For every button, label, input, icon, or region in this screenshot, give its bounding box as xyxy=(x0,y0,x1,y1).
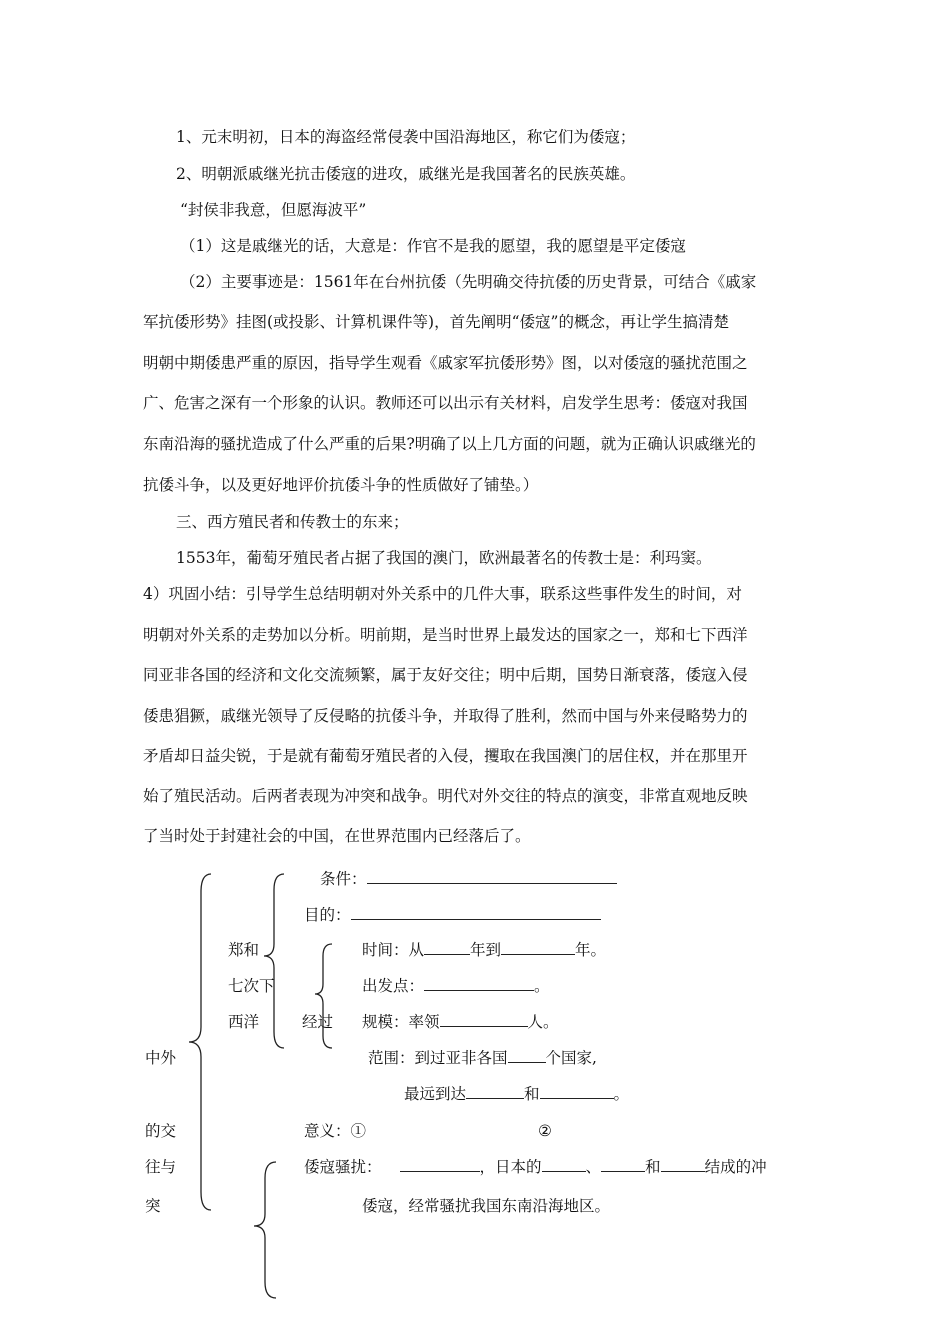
note-2-line: 军抗倭形势》挂图(或投影、计算机课件等)，首先阐明“倭寇”的概念，再让学生搞清楚 xyxy=(143,313,729,331)
zhenghe-label: 郑和 xyxy=(228,941,260,959)
left-label: 往与 xyxy=(145,1158,177,1176)
farthest-prefix: 最远到达 xyxy=(404,1085,467,1103)
summary-line: 同亚非各国的经济和文化交流频繁，属于友好交往；明中后期，国势日渐衰落，倭寇入侵 xyxy=(143,666,748,684)
wokou-blank-4[interactable] xyxy=(661,1157,705,1172)
summary-line: 倭患猖獗，戚继光领导了反侵略的抗倭斗争，并取得了胜利，然而中国与外来侵略势力的 xyxy=(143,707,748,725)
purpose-row xyxy=(304,905,601,925)
time-row xyxy=(362,940,606,960)
scale-row xyxy=(362,1012,559,1032)
wokou-suffix: 结成的冲 xyxy=(704,1158,767,1176)
time-end-blank[interactable] xyxy=(501,940,575,955)
note-2-line: 明朝中期倭患严重的原因，指导学生观看《戚家军抗倭形势》图，以对倭寇的骚扰范围之 xyxy=(143,354,748,372)
departure-row xyxy=(362,976,550,996)
note-1: （1）这是戚继光的话，大意是：作官不是我的愿望，我的愿望是平定倭寇 xyxy=(180,237,686,255)
summary-line: 明朝对外关系的走势加以分析。明前期，是当时世界上最发达的国家之一，郑和七下西洋 xyxy=(143,626,748,644)
wokou-blank-3[interactable] xyxy=(601,1157,645,1172)
range-blank[interactable] xyxy=(508,1048,546,1063)
wokou-label: 倭寇骚扰： xyxy=(304,1158,382,1176)
wokou-sep: 、 xyxy=(585,1158,602,1176)
paragraph-1553: 1553年，葡萄牙殖民者占据了我国的澳门，欧洲最著名的传教士是：利玛窦。 xyxy=(176,549,712,567)
farthest-row xyxy=(404,1084,629,1104)
quote: “封侯非我意，但愿海波平” xyxy=(180,201,367,219)
zhenghe-label: 西洋 xyxy=(228,1013,260,1031)
paragraph-1: 1、元末明初，日本的海盗经常侵袭中国沿海地区，称它们为倭寇； xyxy=(176,128,636,146)
farthest-suffix: 。 xyxy=(613,1085,630,1103)
time-prefix: 时间：从 xyxy=(362,941,425,959)
wokou-blank-1[interactable] xyxy=(400,1157,480,1172)
wokou-line-2: 倭寇，经常骚扰我国东南沿海地区。 xyxy=(362,1197,611,1215)
purpose-blank[interactable] xyxy=(351,905,601,920)
left-label: 中外 xyxy=(145,1049,177,1067)
purpose-label: 目的： xyxy=(304,906,351,924)
process-brace xyxy=(312,942,336,1052)
condition-blank[interactable] xyxy=(367,869,617,884)
jingguo-label: 经过 xyxy=(302,1013,334,1031)
range-row xyxy=(368,1048,597,1068)
range-prefix: 范围：到过亚非各国 xyxy=(368,1049,508,1067)
wokou-blank-2[interactable] xyxy=(542,1157,586,1172)
paragraph-2: 2、明朝派戚继光抗击倭寇的进攻，戚继光是我国著名的民族英雄。 xyxy=(176,165,636,183)
note-2-line: 东南沿海的骚扰造成了什么严重的后果?明确了以上几方面的问题，就为正确认识戚继光的 xyxy=(143,435,756,453)
range-suffix: 个国家, xyxy=(545,1049,597,1067)
farthest-blank-2[interactable] xyxy=(540,1084,614,1099)
outer-brace xyxy=(185,872,215,1212)
time-suffix: 年。 xyxy=(575,941,607,959)
wokou-and: 和 xyxy=(645,1158,661,1176)
farthest-mid: 和 xyxy=(524,1085,540,1103)
scale-suffix: 人。 xyxy=(527,1013,559,1031)
zhenghe-label: 七次下 xyxy=(228,977,275,995)
summary-line: 了当时处于封建社会的中国，在世界范围内已经落后了。 xyxy=(143,827,531,845)
section-3-heading: 三、西方殖民者和传教士的东来； xyxy=(176,513,409,531)
note-2-line: （2）主要事迹是：1561年在台州抗倭（先明确交待抗倭的历史背景，可结合《戚家 xyxy=(180,273,757,291)
summary-line: 矛盾却日益尖锐，于是就有葡萄牙殖民者的入侵，攫取在我国澳门的居住权，并在那里开 xyxy=(143,747,748,765)
significance-second: ② xyxy=(538,1122,552,1140)
left-label: 的交 xyxy=(145,1122,177,1140)
wokou-brace xyxy=(250,1160,280,1300)
left-label: 突 xyxy=(145,1197,161,1215)
zhenghe-brace xyxy=(260,872,288,1052)
note-2-line: 广、危害之深有一个形象的认识。教师还可以出示有关材料，启发学生思考：倭寇对我国 xyxy=(143,394,748,412)
time-start-blank[interactable] xyxy=(424,940,470,955)
condition-label: 条件： xyxy=(320,870,367,888)
summary-line: 始了殖民活动。后两者表现为冲突和战争。明代对外交往的特点的演变，非常直观地反映 xyxy=(143,787,748,805)
significance-label: 意义：① xyxy=(304,1122,367,1140)
scale-blank[interactable] xyxy=(440,1012,528,1027)
departure-blank[interactable] xyxy=(424,976,534,991)
farthest-blank-1[interactable] xyxy=(466,1084,524,1099)
departure-prefix: 出发点： xyxy=(362,977,425,995)
time-mid: 年到 xyxy=(470,941,502,959)
wokou-row xyxy=(304,1157,767,1177)
summary-line: 4）巩固小结：引导学生总结明朝对外关系中的几件大事，联系这些事件发生的时间，对 xyxy=(143,585,742,603)
condition-row xyxy=(320,869,617,889)
wokou-comma: ，日本的 xyxy=(479,1158,542,1176)
scale-prefix: 规模：率领 xyxy=(362,1013,440,1031)
departure-suffix: 。 xyxy=(534,977,550,995)
note-2-line: 抗倭斗争，以及更好地评价抗倭斗争的性质做好了铺垫。） xyxy=(143,476,539,494)
